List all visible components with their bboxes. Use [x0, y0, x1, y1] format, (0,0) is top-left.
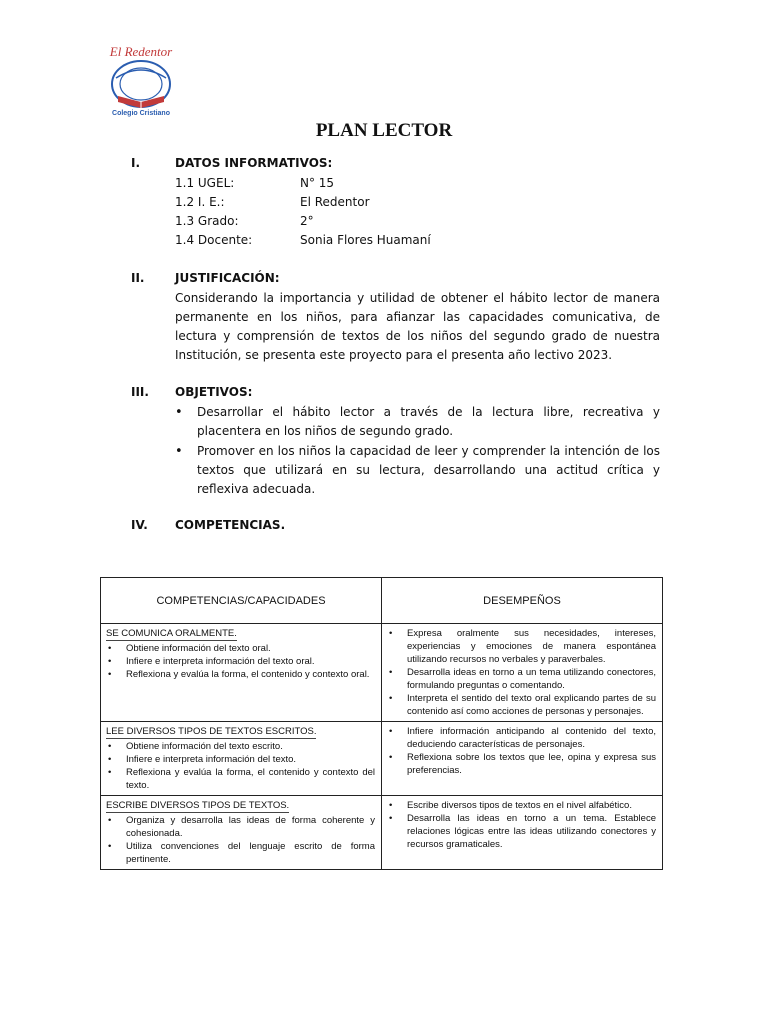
info-value: Sonia Flores Huamaní: [300, 233, 431, 247]
performance-item: • Interpreta el sentido del texto oral explicando partes de su contenido así como acciones de personas y personajes.: [387, 692, 656, 718]
section-heading-competencias: COMPETENCIAS.: [175, 518, 286, 532]
logo-name: El Redentor: [109, 44, 173, 59]
document-title: PLAN LECTOR: [315, 120, 453, 141]
performance-item: • Expresa oralmente sus necesidades, intereses, experiencias y emociones de manera espontánea utilizando recursos no verbales y paraverbales.: [387, 627, 656, 666]
info-row-ugel: [175, 176, 675, 194]
competencies-table: [100, 577, 663, 870]
info-row-docente: [175, 233, 675, 251]
capacity-item: • Utiliza convenciones del lenguaje escrito de forma pertinente.: [106, 840, 375, 866]
performance-list: [387, 725, 656, 777]
capacity-item: • Infiere e interpreta información del texto.: [106, 753, 375, 766]
justification-text: Considerando la importancia y utilidad de obtener el hábito lector de manera permanente en los niños, para afianzar las capacidades comunicativa, de lectura y comprensión de textos de los niños del segundo grado de nuestra Institución, se presenta este proyecto para el presenta año lectivo 2023.: [175, 291, 660, 362]
competency-title: SE COMUNICA ORALMENTE.: [106, 628, 237, 639]
capacity-item: • Organiza y desarrolla las ideas de forma coherente y cohesionada.: [106, 814, 375, 840]
performance-item: • Desarrolla ideas en torno a un tema utilizando conectores, formulando preguntas o comentando.: [387, 666, 656, 692]
capacity-item: • Reflexiona y evalúa la forma, el contenido y contexto oral.: [106, 668, 375, 681]
objective-item: • Promover en los niños la capacidad de leer y comprender la intención de los textos que utilizará en su lectura, desarrollando una actitud crítica y reflexiva adecuada.: [175, 442, 660, 499]
objectives-list: [175, 403, 660, 500]
capacity-item: • Obtiene información del texto escrito.: [106, 740, 375, 753]
capacity-list: [106, 814, 375, 866]
info-value: 2°: [300, 214, 314, 228]
logo-subtitle: Colegio Cristiano: [112, 110, 170, 117]
school-logo: [104, 44, 178, 122]
performance-cell: [382, 796, 663, 870]
info-row-grado: [175, 214, 675, 232]
capacity-list: [106, 642, 375, 681]
table-row: [101, 624, 663, 722]
capacity-item: • Reflexiona y evalúa la forma, el contenido y contexto del texto.: [106, 766, 375, 792]
competency-cell: [101, 722, 382, 796]
performance-list: [387, 799, 656, 851]
info-label: 1.1 UGEL:: [175, 176, 235, 190]
logo-emblem-icon: [108, 58, 174, 112]
section-number-datos: I.: [131, 156, 141, 170]
performance-item: • Desarrolla las ideas en torno a un tema. Establece relaciones lógicas entre las ideas utilizando conectores y recursos gramaticales.: [387, 812, 656, 851]
section-heading-datos: DATOS INFORMATIVOS:: [175, 156, 333, 170]
capacity-list: [106, 740, 375, 792]
info-value: N° 15: [300, 176, 335, 190]
section-number-objetivos: III.: [131, 385, 149, 399]
competency-title: LEE DIVERSOS TIPOS DE TEXTOS ESCRITOS.: [106, 726, 317, 737]
table-row: [101, 796, 663, 870]
competency-cell: [101, 624, 382, 722]
section-number-justificacion: II.: [131, 271, 145, 285]
column-header-competencias: COMPETENCIAS/CAPACIDADES: [101, 578, 382, 624]
table-header-row: [101, 578, 663, 624]
table-row: [101, 722, 663, 796]
competency-cell: [101, 796, 382, 870]
column-header-desempenos: DESEMPEÑOS: [382, 578, 663, 624]
info-label: 1.4 Docente:: [175, 233, 253, 247]
performance-cell: [382, 722, 663, 796]
performance-list: [387, 627, 656, 718]
info-value: El Redentor: [300, 195, 370, 209]
objective-item: • Desarrollar el hábito lector a través de la lectura libre, recreativa y placentera en los niños de segundo grado.: [175, 403, 660, 441]
performance-item: • Infiere información anticipando al contenido del texto, deduciendo características de personajes.: [387, 725, 656, 751]
section-heading-justificacion: JUSTIFICACIÓN:: [175, 271, 280, 285]
capacity-item: • Obtiene información del texto oral.: [106, 642, 375, 655]
info-label: 1.3 Grado:: [175, 214, 239, 228]
section-number-competencias: IV.: [131, 518, 148, 532]
info-row-ie: [175, 195, 675, 213]
section-heading-objetivos: OBJETIVOS:: [175, 385, 253, 399]
capacity-item: • Infiere e interpreta información del texto oral.: [106, 655, 375, 668]
performance-cell: [382, 624, 663, 722]
competency-title: ESCRIBE DIVERSOS TIPOS DE TEXTOS.: [106, 800, 290, 811]
performance-item: • Reflexiona sobre los textos que lee, opina y expresa sus preferencias.: [387, 751, 656, 777]
performance-item: • Escribe diversos tipos de textos en el nivel alfabético.: [387, 799, 656, 812]
info-label: 1.2 I. E.:: [175, 195, 225, 209]
